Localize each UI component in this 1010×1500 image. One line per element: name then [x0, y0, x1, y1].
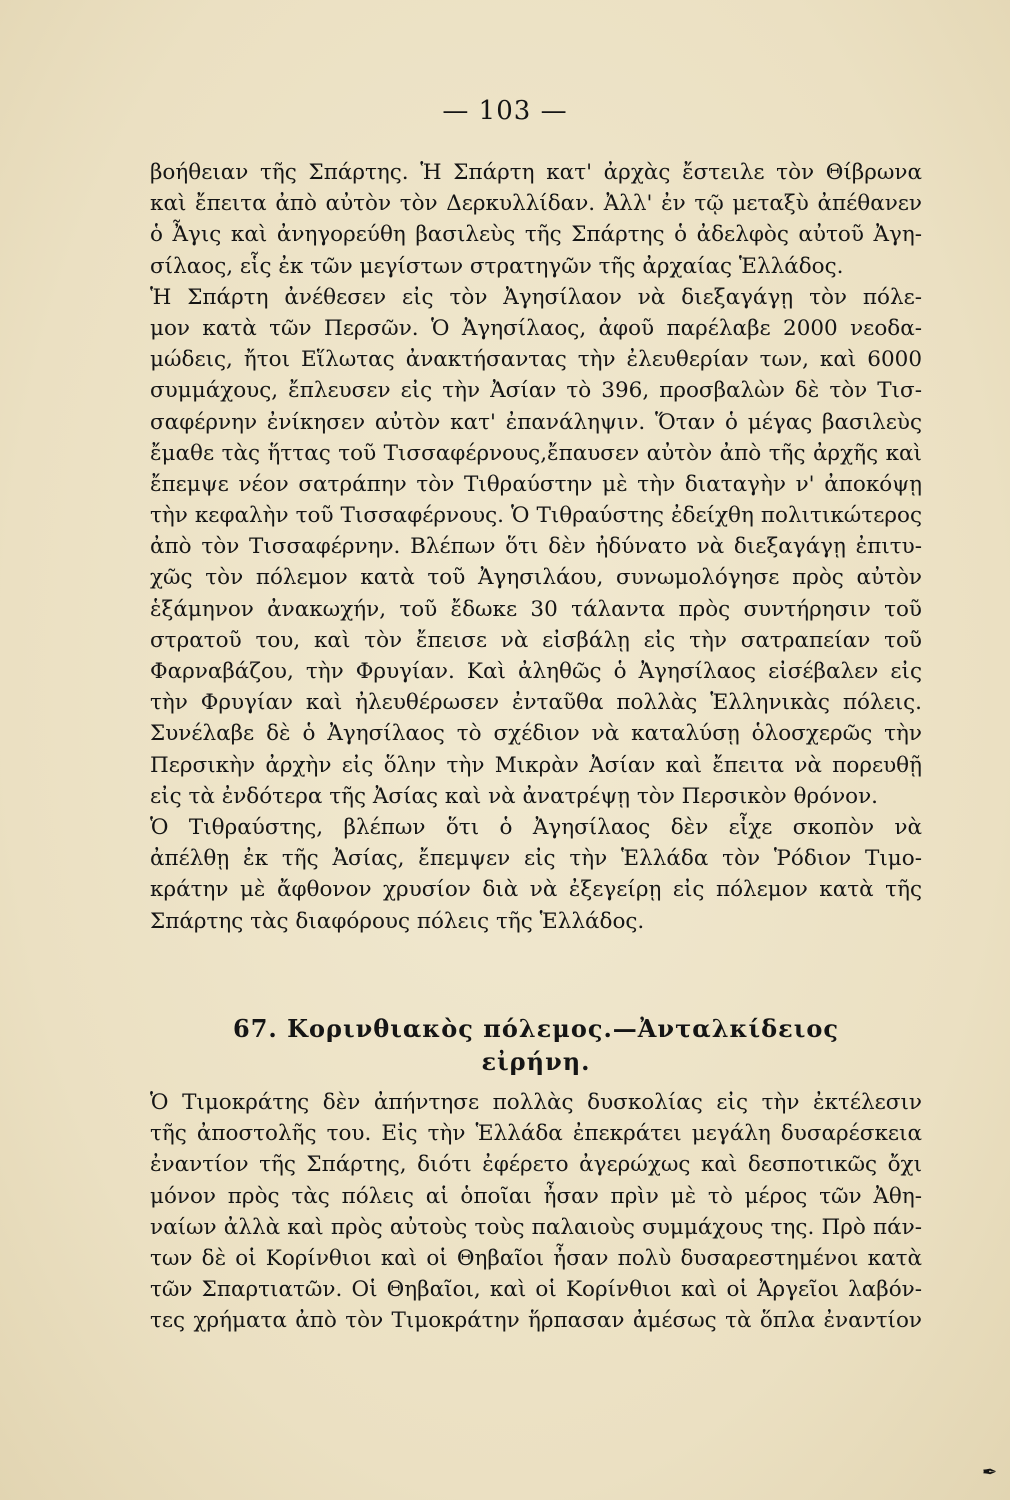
body-text-section-2 — [150, 1087, 922, 1337]
text-line: σίλαος, εἷς ἐκ τῶν μεγίστων στρατηγῶν τῆς ἀρχαίας Ἑλλάδος. — [150, 253, 844, 279]
text-line: Περσικὴν ἀρχὴν εἰς ὅλην τὴν Μικρὰν Ἀσίαν καὶ ἔπειτα νὰ πορευθῇ — [150, 752, 922, 778]
text-line: ὁ Ἆγις καὶ ἀνηγορεύθη βασιλεὺς τῆς Σπάρτης ὁ ἀδελφὸς αὐτοῦ Ἀγη- — [150, 222, 922, 248]
text-line: τες χρήματα ἀπὸ τὸν Τιμοκράτην ἥρπασαν ἀμέσως τὰ ὅπλα ἐναντίον — [150, 1308, 922, 1334]
section-heading — [150, 1012, 922, 1078]
text-line: κράτην μὲ ἄφθονον χρυσίον διὰ νὰ ἐξεγείρῃ εἰς πόλεμον κατὰ τῆς — [150, 877, 922, 903]
section-heading-title: 67. Κορινθιακὸς πόλεμος.—Ἀνταλκίδειος — [233, 1014, 839, 1043]
text-line: ἔμαθε τὰς ἥττας τοῦ Τισσαφέρνους,ἔπαυσεν αὐτὸν ἀπὸ τῆς ἀρχῆς καὶ — [150, 440, 922, 466]
text-line: τῆς ἀποστολῆς του. Εἰς τὴν Ἑλλάδα ἐπεκράτει μεγάλη δυσαρέσκεια — [150, 1121, 922, 1147]
text-line: Σπάρτης τὰς διαφόρους πόλεις τῆς Ἑλλάδος. — [150, 908, 645, 934]
text-line: ἔπεμψε νέον σατράπην τὸν Τιθραύστην μὲ τὴν διαταγὴν ν' ἀποκόψῃ — [150, 471, 922, 497]
text-line: Ὁ Τιμοκράτης δὲν ἀπήντησε πολλὰς δυσκολίας εἰς τὴν ἐκτέλεσιν — [150, 1090, 922, 1115]
text-line: στρατοῦ του, καὶ τὸν ἔπεισε νὰ εἰσβάλῃ εἰς τὴν σατραπείαν τοῦ — [150, 627, 922, 653]
text-line: συμμάχους, ἔπλευσεν εἰς τὴν Ἀσίαν τὸ 396, προσβαλὼν δὲ τὸν Τισ- — [150, 378, 922, 404]
text-line: βοήθειαν τῆς Σπάρτης. Ἡ Σπάρτη κατ' ἀρχὰς ἔστειλε τὸν Θίβρωνα — [150, 160, 922, 185]
text-line: χῶς τὸν πόλεμον κατὰ τοῦ Ἀγησιλάου, συνωμολόγησε πρὸς αὐτὸν — [150, 565, 922, 591]
text-line: Συνέλαβε δὲ ὁ Ἀγησίλαος τὸ σχέδιον νὰ καταλύσῃ ὁλοσχερῶς τὴν — [150, 721, 922, 747]
text-line: των δὲ οἱ Κορίνθιοι καὶ οἱ Θηβαῖοι ἦσαν πολὺ δυσαρεστημένοι κατὰ — [150, 1245, 922, 1271]
text-line: ἀπέλθῃ ἐκ τῆς Ἀσίας, ἔπεμψεν εἰς τὴν Ἑλλάδα τὸν Ῥόδιον Τιμο- — [150, 846, 922, 872]
text-line: τῶν Σπαρτιατῶν. Οἱ Θηβαῖοι, καὶ οἱ Κορίνθιοι καὶ οἱ Ἀργεῖοι λαβόν- — [150, 1277, 922, 1303]
text-line: σαφέρνην ἐνίκησεν αὐτὸν κατ' ἐπανάληψιν. Ὅταν ὁ μέγας βασιλεὺς — [150, 409, 922, 435]
text-line: ἀπὸ τὸν Τισσαφέρνην. Βλέπων ὅτι δὲν ἠδύνατο νὰ διεξαγάγῃ ἐπιτυ- — [150, 534, 922, 560]
section-heading-subtitle: εἰρήνη. — [481, 1047, 591, 1076]
text-line: τὴν Φρυγίαν καὶ ἠλευθέρωσεν ἐνταῦθα πολλὰς Ἑλληνικὰς πόλεις. — [150, 690, 922, 716]
text-line: ἐναντίον τῆς Σπάρτης, διότι ἐφέρετο ἀγερώχως καὶ δεσποτικῶς ὄχι — [150, 1152, 922, 1178]
page-number: — 103 — — [442, 96, 568, 126]
pen-mark-icon: ✒ — [982, 1462, 998, 1483]
text-line: ἑξάμηνον ἀνακωχήν, τοῦ ἔδωκε 30 τάλαντα πρὸς συντήρησιν τοῦ — [150, 596, 922, 622]
text-line: μώδεις, ἤτοι Εἵλωτας ἀνακτήσαντας τὴν ἐλευθερίαν των, καὶ 6000 — [150, 347, 922, 373]
text-line: καὶ ἔπειτα ἀπὸ αὐτὸν τὸν Δερκυλλίδαν. Ἀλλ' ἐν τῷ μεταξὺ ἀπέθανεν — [150, 191, 922, 217]
text-line: ναίων ἀλλὰ καὶ πρὸς αὐτοὺς τοὺς παλαιοὺς συμμάχους της. Πρὸ πάν- — [150, 1214, 922, 1240]
text-line: Φαρναβάζου, τὴν Φρυγίαν. Καὶ ἀληθῶς ὁ Ἀγησίλαος εἰσέβαλεν εἰς — [150, 659, 922, 684]
text-line: μόνον πρὸς τὰς πόλεις αἱ ὁποῖαι ἦσαν πρὶν μὲ τὸ μέρος τῶν Ἀθη- — [150, 1183, 922, 1209]
text-line: Ὁ Τιθραύστης, βλέπων ὅτι ὁ Ἀγησίλαος δὲν εἶχε σκοπὸν νὰ — [150, 814, 922, 840]
text-line: τὴν κεφαλὴν τοῦ Τισσαφέρνους. Ὁ Τιθραύστης ἐδείχθη πολιτικώτερος — [150, 503, 922, 529]
body-text-section-1 — [150, 157, 922, 937]
text-line: μον κατὰ τῶν Περσῶν. Ὁ Ἀγησίλαος, ἀφοῦ παρέλαβε 2000 νεοδα- — [150, 315, 922, 341]
text-line: Ἡ Σπάρτη ἀνέθεσεν εἰς τὸν Ἀγησίλαον νὰ διεξαγάγῃ τὸν πόλε- — [150, 284, 922, 310]
text-line: εἰς τὰ ἐνδότερα τῆς Ἀσίας καὶ νὰ ἀνατρέψῃ τὸν Περσικὸν θρόνον. — [150, 783, 878, 809]
